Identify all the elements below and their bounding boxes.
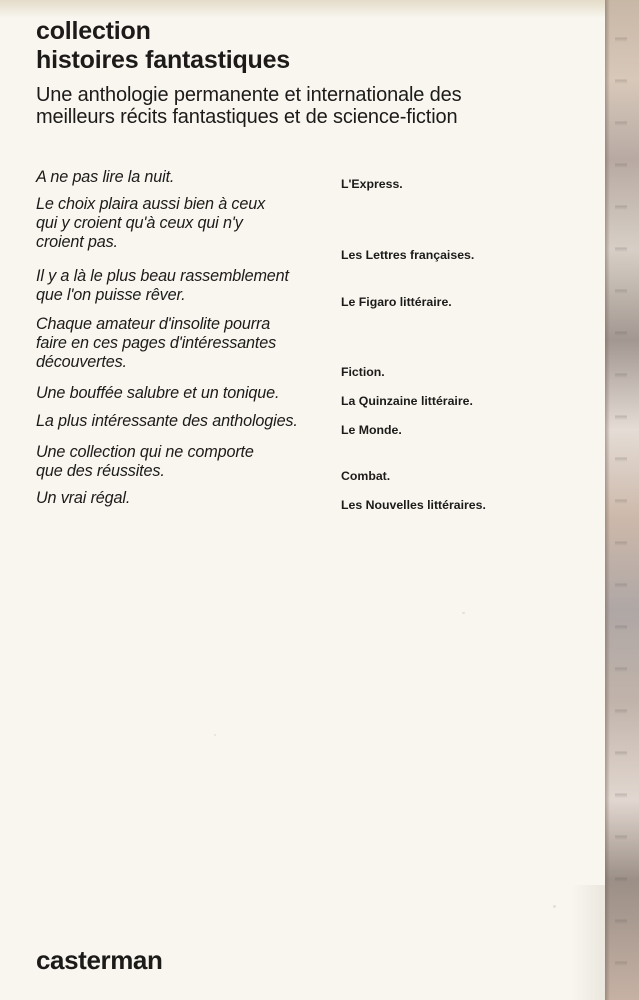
review-source: L'Express. xyxy=(341,177,403,191)
paper-speck xyxy=(214,734,216,736)
review-source: Fiction. xyxy=(341,365,385,379)
review-quote: Une collection qui ne comporte que des réussites. xyxy=(36,443,254,480)
review-quote: La plus intéressante des anthologies. xyxy=(36,412,298,430)
description-line-1: Une anthologie permanente et internationale des xyxy=(36,84,462,106)
collection-label: collection xyxy=(36,17,151,45)
spine-edge xyxy=(605,0,639,1000)
review-quote: Le choix plaira aussi bien à ceux qui y croient qu'à ceux qui n'y croient pas. xyxy=(36,195,266,251)
top-paper-edge xyxy=(0,0,610,18)
review-quote: Un vrai régal. xyxy=(36,489,131,507)
review-source: Les Lettres françaises. xyxy=(341,248,475,262)
review-item xyxy=(36,315,526,380)
paper-shadow xyxy=(571,885,605,1000)
press-reviews xyxy=(36,168,526,513)
review-quote: A ne pas lire la nuit. xyxy=(36,168,175,186)
review-item xyxy=(36,489,526,513)
paper-speck xyxy=(553,905,556,908)
review-quote: Chaque amateur d'insolite pourra faire en ces pages d'intéressantes découvertes. xyxy=(36,315,277,371)
paper-speck xyxy=(121,90,123,92)
review-source: Le Figaro littéraire. xyxy=(341,295,452,309)
review-item xyxy=(36,384,526,409)
description-line-2: meilleurs récits fantastiques et de science-fiction xyxy=(36,106,458,128)
review-source: Combat. xyxy=(341,469,391,483)
series-title: histoires fantastiques xyxy=(36,46,290,74)
review-quote: Une bouffée salubre et un tonique. xyxy=(36,384,280,402)
review-item xyxy=(36,412,526,438)
paper-speck xyxy=(462,612,465,614)
collection-header xyxy=(36,17,556,128)
review-item xyxy=(36,168,526,192)
review-item xyxy=(36,195,526,263)
review-source: La Quinzaine littéraire. xyxy=(341,394,473,408)
review-source: Le Monde. xyxy=(341,423,402,437)
review-item xyxy=(36,443,526,484)
review-quote: Il y a là le plus beau rassemblement que l'on puisse rêver. xyxy=(36,267,289,304)
publisher-name: casterman xyxy=(36,945,163,975)
review-item xyxy=(36,267,526,310)
review-source: Les Nouvelles littéraires. xyxy=(341,498,486,512)
collection-description xyxy=(36,84,556,128)
